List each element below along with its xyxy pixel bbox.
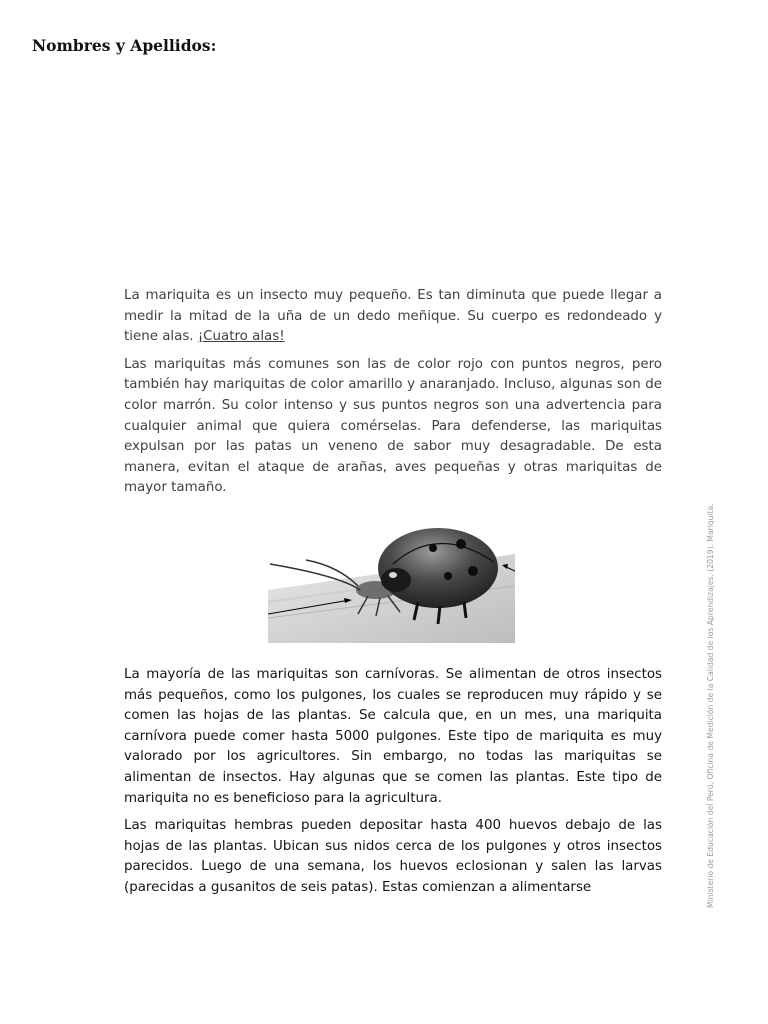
- text-block-diet: [124, 665, 662, 909]
- paragraph-eggs: Las mariquitas hembras pueden depositar hasta 400 huevos debajo de las hojas de las plantas. Ubican sus nidos cerca de los pulgones y otros insectos parecidos. Luego de una semana, los huevos eclosionan y salen las larvas (parecidas a gusanitos de seis patas). Estas comienzan a alimentarse: [124, 818, 662, 895]
- paragraph-colors: Las mariquitas más comunes son las de color rojo con puntos negros, pero también hay mariquitas de color amarillo y anaranjado. Incluso, algunas son de color marrón. Su color intenso y sus puntos negros son una advertencia para cualquier animal que quiera comérselas. Para defenderse, las mariquitas expulsan por las patas un veneno de sabor muy desagradable. De esta manera, evitan el ataque de arañas, aves pequeñas y otras mariquitas de mayor tamaño.: [124, 356, 662, 496]
- ladybug-image: [268, 516, 515, 643]
- source-credit: Ministerio de Educación del Perú, Oficina de Medición de la Calidad de los Aprendizajes. (2019). Mariquita.: [706, 503, 715, 908]
- paragraph-size: [124, 286, 662, 348]
- text-block-intro: [124, 286, 662, 499]
- paragraph-size-text: La mariquita es un insecto muy pequeño. Es tan diminuta que puede llegar a medir la mitad de la uña de un dedo meñique. Su cuerpo es redondeado y tiene alas.: [124, 288, 662, 345]
- paragraph-diet: La mayoría de las mariquitas son carnívoras. Se alimentan de otros insectos más pequeños, como los pulgones, los cuales se reproducen muy rápido y se comen las hojas de las plantas. Se calcula que, en un mes, una mariquita carnívora puede comer hasta 5000 pulgones. Este tipo de mariquita es muy valorado por los agricultores. Sin embargo, no todas las mariquitas se alimentan de insectos. Hay algunas que se comen las plantas. Este tipo de mariquita no es beneficioso para la agricultura.: [124, 667, 662, 806]
- cuatro-alas-link[interactable]: ¡Cuatro alas!: [197, 329, 285, 345]
- name-field-label: Nombres y Apellidos:: [32, 36, 217, 55]
